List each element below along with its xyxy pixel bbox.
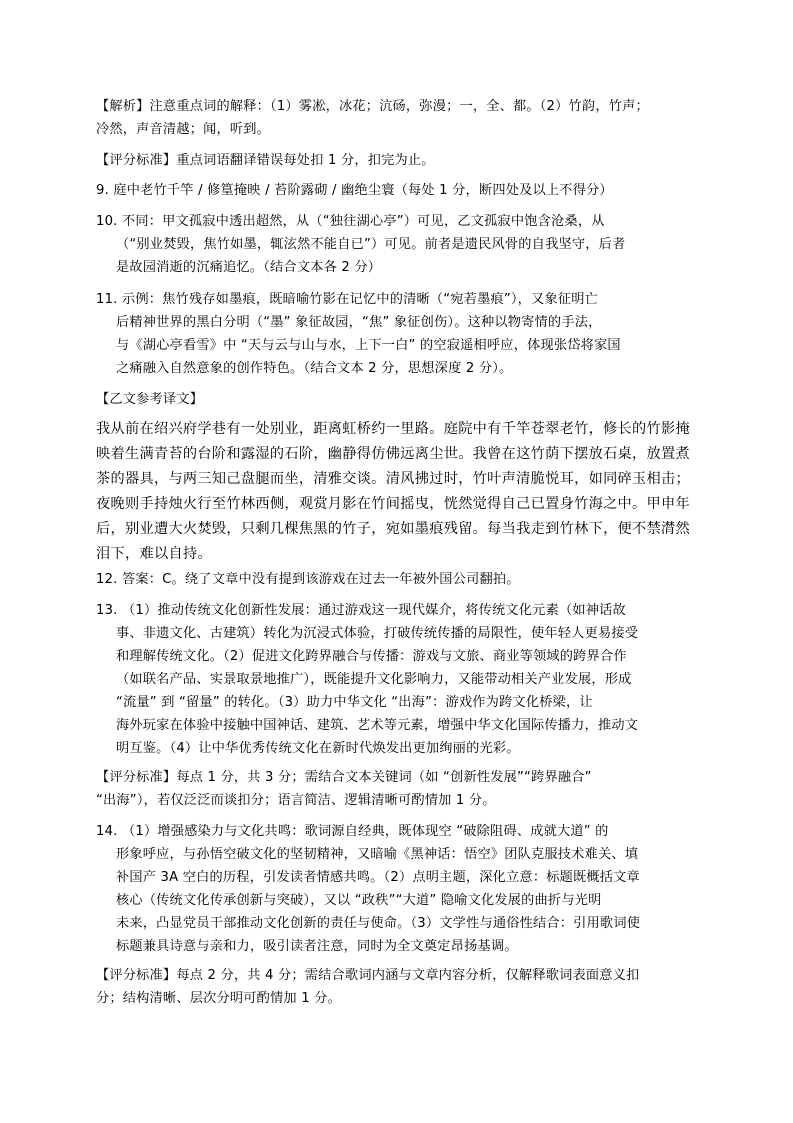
translation-line-6: 泪下，难以自持。 — [96, 546, 212, 562]
translation-line-5: 后，别业遭大火焚毁，只剩几棵焦黑的竹子，宛如墨痕残留。每当我走到竹林下，便不禁潸然 — [96, 521, 690, 537]
q13-line-6: 海外玩家在体验中接触中国神话、建筑、艺术等元素，增强中华文化国际传播力，推动文 — [116, 718, 639, 733]
q14-line-6: 标题兼具诗意与亲和力，吸引读者注意，同时为全文奠定昂扬基调。 — [116, 939, 518, 954]
q11-line-4: 之痛融入自然意象的创作特色。（结合文本 2 分，思想深度 2 分）。 — [116, 361, 513, 376]
translation-line-4: 夜晚则手持烛火行至竹林西侧，观赏月影在竹间摇曳，恍然觉得自己已置身竹海之中。甲申年 — [96, 496, 690, 512]
q10-line-2: （“别业焚毁，焦竹如墨，辄泫然不能自已”）可见。前者是遗民风骨的自我坚守，后者 — [116, 237, 626, 252]
q13-line-1: 13. （1）推动传统文化创新性发展：通过游戏这一现代媒介，将传统文化元素（如神话故 — [96, 603, 626, 618]
q14-line-1: 14. （1）增强感染力与文化共鸣：歌词源自经典，既体现空 “破除阻碍、成就大道” 的 — [96, 824, 609, 839]
q13-line-5: “流量” 到 “留量” 的转化。（3）助力中华文化 “出海”：游戏作为跨文化桥梁，让 — [116, 695, 593, 710]
q14-line-2: 形象呼应，与孙悟空破文化的坚韧精神，又暗喻《黑神话：悟空》团队克服技术难关、填 — [116, 847, 639, 862]
translation-line-1: 我从前在绍兴府学巷有一处别业，距离虹桥约一里路。庭院中有千竿苍翠老竹，修长的竹影掩 — [96, 421, 690, 437]
q10-line-3: 是故园消逝的沉痛追忆。（结合文本各 2 分） — [116, 260, 382, 275]
standard-14-line-2: 分；结构清晰、层次分明可酌情加 1 分。 — [96, 991, 341, 1006]
analysis-line-1: 【解析】注意重点词的解释：（1）雾凇，冰花；沆砀，弥漫；一，全、都。（2）竹韵，竹声； — [96, 99, 649, 114]
q13-line-7: 明互鉴。（4）让中华优秀传统文化在新时代焕发出更加绚丽的光彩。 — [116, 741, 520, 756]
q10-line-1: 10. 不同：甲文孤寂中透出超然，从（“独往湖心亭”）可见，乙文孤寂中饱含沧桑，从 — [96, 214, 605, 229]
translation-line-3: 茶的器具，与两三知己盘腿而坐，清雅交谈。清风拂过时，竹叶声清脆悦耳，如同碎玉相击； — [96, 471, 690, 487]
q14-line-5: 未来，凸显党员干部推动文化创新的责任与使命。（3）文学性与通俗性结合：引用歌词使 — [116, 916, 641, 931]
q13-line-4: （如联名产品、实景取景地推广），既能提升文化影响力，又能带动相关产业发展，形成 — [116, 672, 632, 687]
analysis-line-2: 冷然，声音清越；闻，听到。 — [96, 122, 271, 137]
q11-line-2: 后精神世界的黑白分明（“墨” 象征故园，“焦” 象征创伤）。这种以物寄情的手法， — [116, 315, 602, 330]
q14-line-3: 补国产 3A 空白的历程，引发读者情感共鸣。（2）点明主题，深化立意：标题既概括文章 — [116, 870, 640, 885]
q11-line-1: 11. 示例：焦竹残存如墨痕，既暗喻竹影在记忆中的清晰（“宛若墨痕”），又象征明亡 — [96, 292, 598, 307]
q13-line-2: 事、非遗文化、古建筑）转化为沉浸式体验，打破传统传播的局限性，使年轻人更易接受 — [116, 626, 639, 641]
question-9-answer: 9. 庭中老竹千竿 / 修篁掩映 / 苔阶露砌 / 幽绝尘寰（每处 1 分，断四处及以上不得分） — [96, 183, 613, 198]
q14-line-4: 核心（传统文化传承创新与突破），又以 “政秩”“大道” 隐喻文化发展的曲折与光明 — [116, 893, 602, 908]
q13-line-3: 和理解传统文化。（2）促进文化跨界融合与传播：游戏与文旅、商业等领域的跨界合作 — [116, 649, 627, 664]
translation-heading: 【乙文参考译文】 — [96, 392, 204, 407]
standard-14-line-1: 【评分标准】每点 2 分，共 4 分；需结合歌词内涵与文章内容分析，仅解释歌词表面意义扣 — [96, 968, 640, 983]
translation-line-2: 映着生满青苔的台阶和露湿的石阶，幽静得仿佛远离尘世。我曾在这竹荫下摆放石桌，放置煮 — [96, 446, 690, 462]
scoring-standard-8: 【评分标准】重点词语翻译错误每处扣 1 分，扣完为止。 — [96, 153, 435, 168]
question-12-answer: 12. 答案：C。绕了文章中没有提到该游戏在过去一年被外国公司翻拍。 — [96, 572, 520, 587]
standard-13-line-2: “出海”），若仅泛泛而谈扣分；语言简洁、逻辑清晰可酌情加 1 分。 — [96, 793, 496, 808]
standard-13-line-1: 【评分标准】每点 1 分，共 3 分；需结合文本关键词（如 “创新性发展”“跨界融合” — [96, 770, 592, 785]
q11-line-3: 与《湖心亭看雪》中 “天与云与山与水，上下一白” 的空寂遥相呼应，体现张岱将家国 — [116, 338, 621, 353]
